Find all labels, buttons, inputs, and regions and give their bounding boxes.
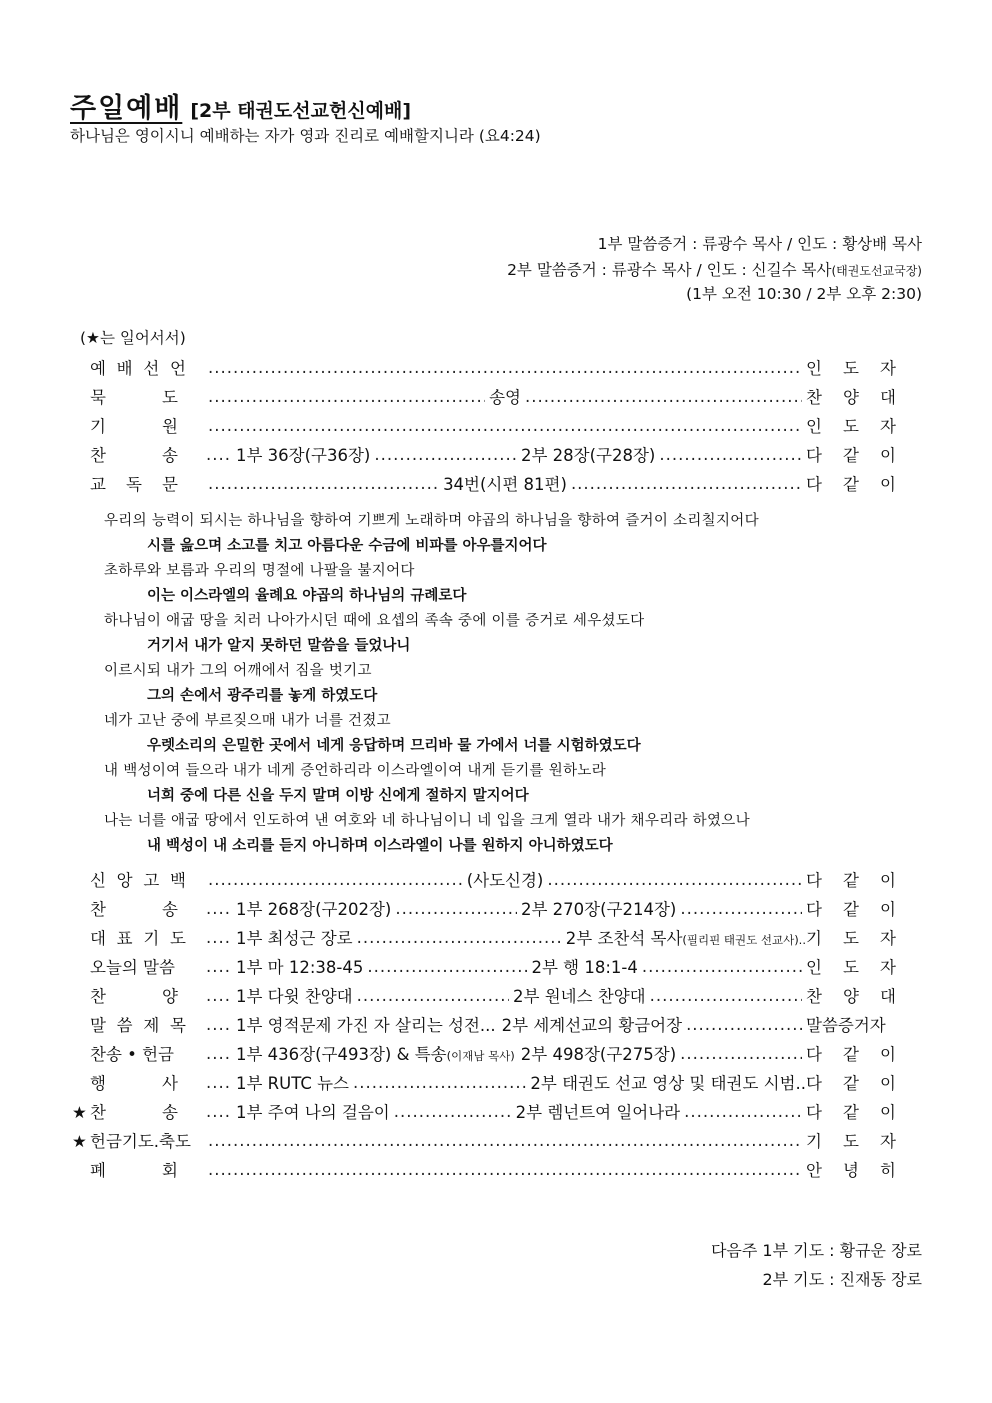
leader-dots [684, 1102, 802, 1121]
order-role: 다 같 이 [806, 1074, 896, 1093]
leader-dots [680, 899, 802, 918]
leader-dots [650, 986, 802, 1005]
leader-dots [206, 899, 232, 918]
order-role: 기 도 자 [806, 1132, 896, 1151]
leader-dots [525, 387, 802, 406]
order-part-2: 2부 렘넌트여 일어나라 [515, 1103, 681, 1122]
order-label: 예 배 선 언 [90, 359, 186, 378]
order-label: 기 원 [90, 417, 178, 436]
leader-dots [208, 870, 463, 889]
order-label: 찬 양 [90, 987, 178, 1006]
next-week-prayer-2: 2부 기도 : 진재동 장로 [762, 1270, 922, 1289]
order-part-1: 1부 다윗 찬양대 [236, 987, 353, 1006]
order-part-2: 2부 270장(구214장) [521, 900, 677, 919]
order-label: 찬송 • 헌금 [90, 1045, 174, 1064]
order-part-2: 2부 28장(구28장) [521, 446, 656, 465]
order-item [72, 895, 896, 921]
leader-dots [547, 870, 802, 889]
order-role: 안 녕 히 [806, 1161, 896, 1180]
order-part-2: 2부 세계선교의 황금어장 [501, 1016, 683, 1035]
order-role: 기 도 자 [806, 929, 896, 948]
order-label: ★ 찬 송 [72, 1103, 178, 1122]
order-part: 34번(시편 81편) [443, 475, 567, 494]
reading-lead-line: 이르시되 내가 그의 어깨에서 짐을 벗기고 [104, 663, 372, 679]
leader-dots [206, 1073, 232, 1092]
order-item [72, 1011, 896, 1037]
order-part-2: 2부 태권도 선교 영상 및 태권도 시범.. [530, 1074, 806, 1093]
leader-dots [642, 957, 802, 976]
star-icon: ★ [72, 1132, 87, 1151]
order-role: 다 같 이 [806, 475, 896, 494]
order-item [72, 1040, 896, 1066]
reading-lead-line: 내 백성이여 들으라 내가 네게 증언하리라 이스라엘이여 내게 듣기를 원하노라 [104, 763, 607, 779]
title-row [70, 86, 411, 125]
leader-dots [374, 445, 517, 464]
order-item [72, 441, 896, 467]
order-label: 교 독 문 [90, 475, 178, 494]
order-label: 행 사 [90, 1074, 178, 1093]
leader-dots [680, 1044, 802, 1063]
order-item [72, 924, 896, 950]
leader-dots [357, 986, 509, 1005]
order-role: 찬 양 대 [806, 388, 896, 407]
order-label: 대 표 기 도 [90, 929, 186, 948]
leader-dots [206, 957, 232, 976]
leader-dots [395, 899, 517, 918]
order-label: 말 씀 제 목 [90, 1016, 186, 1035]
order-item [72, 354, 896, 380]
order-item [72, 1098, 896, 1124]
next-week-prayer-1: 다음주 1부 기도 : 황규운 장로 [710, 1241, 922, 1260]
order-item [72, 412, 896, 438]
leader-dots [206, 1015, 232, 1034]
info-line-3: (1부 오전 10:30 / 2부 오후 2:30) [686, 285, 922, 303]
leader-dots [686, 1015, 802, 1034]
order-role: 인 도 자 [806, 958, 896, 977]
reading-response-line: 내 백성이 내 소리를 듣지 아니하며 이스라엘이 나를 원하지 아니하였도다 [147, 838, 613, 854]
order-label: 폐 회 [90, 1161, 178, 1180]
order-item [72, 470, 896, 496]
leader-dots [206, 986, 232, 1005]
order-part-2: 2부 498장(구275장) [520, 1045, 677, 1064]
leader-dots [208, 1131, 802, 1150]
leader-dots [208, 387, 485, 406]
leader-dots [208, 474, 439, 493]
order-part-1: 1부 영적문제 가진 자 살리는 성전... [236, 1016, 496, 1035]
order-label: 오늘의 말씀 [90, 958, 175, 977]
reading-lead-line: 네가 고난 중에 부르짖으매 내가 너를 건졌고 [104, 713, 391, 729]
info-line-1: 1부 말씀증거 : 류광수 목사 / 인도 : 황상배 목사 [597, 235, 922, 253]
order-part: (사도신경) [466, 871, 544, 890]
order-part-1: 1부 36장(구36장) [236, 446, 371, 465]
reading-response-line: 시를 읊으며 소고를 치고 아름다운 수금에 비파를 아우를지어다 [147, 538, 547, 554]
leader-dots [206, 928, 232, 947]
reading-response-line: 우렛소리의 은밀한 곳에서 네게 응답하며 므리바 물 가에서 너를 시험하였도다 [147, 738, 641, 754]
reading-lead-line: 우리의 능력이 되시는 하나님을 향하여 기쁘게 노래하며 야곱의 하나님을 향하여 즐거이 소리칠지어다 [104, 513, 759, 529]
order-role: 다 같 이 [806, 900, 896, 919]
order-role: 인 도 자 [806, 359, 896, 378]
service-subtitle: [2부 태권도선교헌신예배] [190, 100, 412, 122]
standing-note: (★는 일어서서) [80, 329, 186, 347]
reading-response-line: 너희 중에 다른 신을 두지 말며 이방 신에게 절하지 말지어다 [147, 788, 529, 804]
reading-response-line: 거기서 내가 알지 못하던 말씀을 들었나니 [147, 638, 411, 654]
order-item [72, 1156, 896, 1182]
leader-dots [208, 416, 802, 435]
leader-dots [206, 1102, 232, 1121]
info-line-2-note: (태권도선교국장) [831, 264, 922, 278]
order-role: 다 같 이 [806, 871, 896, 890]
leader-dots [206, 445, 232, 464]
leader-dots [571, 474, 802, 493]
order-label: 신 앙 고 백 [90, 871, 186, 890]
order-part-2: 2부 행 18:1-4 [531, 958, 638, 977]
order-label: 찬 송 [90, 446, 178, 465]
order-part-1: 1부 436장(구493장) & 특송(이재남 목사) [236, 1045, 515, 1064]
star-icon: ★ [72, 1103, 87, 1122]
leader-dots [208, 358, 802, 377]
order-role: 찬 양 대 [806, 987, 896, 1006]
reading-lead-line: 하나님이 애굽 땅을 치러 나아가시던 때에 요셉의 족속 중에 이를 증거로 세우셨도다 [104, 613, 645, 629]
order-part-1: 1부 268장(구202장) [236, 900, 392, 919]
theme-verse: 하나님은 영이시니 예배하는 자가 영과 진리로 예배할지니라 (요4:24) [70, 127, 541, 145]
order-item [72, 1069, 896, 1095]
info-line-2 [507, 258, 922, 280]
order-part: 송영 [489, 388, 521, 407]
order-label: 묵 도 [90, 388, 178, 407]
reading-response-line: 이는 이스라엘의 율례요 야곱의 하나님의 규례로다 [147, 588, 467, 604]
leader-dots [208, 1160, 802, 1179]
order-role: 다 같 이 [806, 446, 896, 465]
order-item [72, 383, 896, 409]
order-item [72, 982, 896, 1008]
order-part-2: 2부 조찬석 목사(필리핀 태권도 선교사).. [565, 929, 806, 948]
order-item [72, 953, 896, 979]
reading-lead-line: 초하루와 보름과 우리의 명절에 나팔을 불지어다 [104, 563, 415, 579]
leader-dots [353, 1073, 526, 1092]
order-role: 말씀증거자 [806, 1016, 886, 1035]
order-part-2: 2부 원네스 찬양대 [513, 987, 646, 1006]
order-part-1: 1부 마 12:38-45 [236, 958, 364, 977]
order-item [72, 866, 896, 892]
leader-dots [357, 928, 562, 947]
order-role: 다 같 이 [806, 1103, 896, 1122]
order-part-1: 1부 주여 나의 걸음이 [236, 1103, 390, 1122]
leader-dots [206, 1044, 232, 1063]
leader-dots [367, 957, 527, 976]
leader-dots [394, 1102, 512, 1121]
order-item [72, 1127, 896, 1153]
reading-lead-line: 나는 너를 애굽 땅에서 인도하여 낸 여호와 네 하나님이니 네 입을 크게 열라 내가 채우리라 하였으나 [104, 813, 750, 829]
order-label: 찬 송 [90, 900, 178, 919]
order-role: 인 도 자 [806, 417, 896, 436]
order-role: 다 같 이 [806, 1045, 896, 1064]
order-label: ★ 헌금기도.축도 [72, 1132, 191, 1151]
page-title: 주일예배 [70, 93, 183, 124]
order-part-1: 1부 최성근 장로 [236, 929, 353, 948]
info-line-2-main: 2부 말씀증거 : 류광수 목사 / 인도 : 신길수 목사 [507, 261, 832, 279]
reading-response-line: 그의 손에서 광주리를 놓게 하였도다 [147, 688, 378, 704]
order-part-1: 1부 RUTC 뉴스 [236, 1074, 349, 1093]
leader-dots [659, 445, 802, 464]
